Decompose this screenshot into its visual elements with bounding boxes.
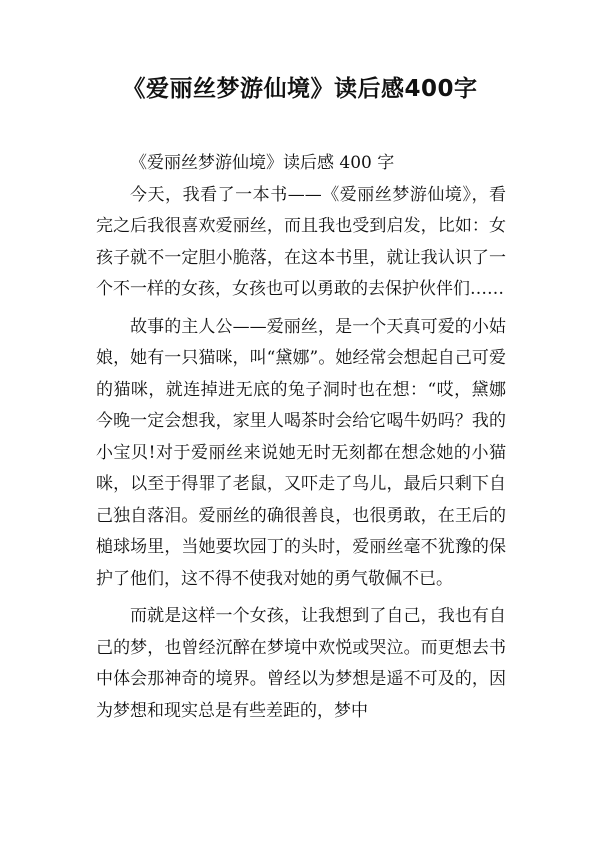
paragraph-1: 今天，我看了一本书——《爱丽丝梦游仙境》，看完之后我很喜欢爱丽丝，而且我也受到启发，比如：女孩子就不一定胆小脆落，在这本书里，就让我认识了一个不一样的女孩，女孩也可以勇敢的去保护伙伴们…… [96,184,506,299]
document-body [96,148,506,727]
document-title: 《爱丽丝梦游仙境》读后感400字 [122,76,478,102]
paragraph-3: 而就是这样一个女孩，让我想到了自己，我也有自己的梦，也曾经沉醉在梦境中欢悦或哭泣。而更想去书中体会那神奇的境界。曾经以为梦想是遥不可及的，因为梦想和现实总是有些差距的，梦中 [96,606,506,721]
paragraph-2: 故事的主人公——爱丽丝，是一个天真可爱的小姑娘，她有一只猫咪，叫“黛娜”。她经常会想起自己可爱的猫咪，就连掉进无底的兔子洞时也在想：“哎，黛娜今晚一定会想我，家里人喝茶时会给它喝牛奶吗？我的小宝贝!对于爱丽丝来说她无时无刻都在想念她的小猫咪，以至于得罪了老鼠，又吓走了鸟儿，最后只剩下自己独自落泪。爱丽丝的确很善良，也很勇敢，在王后的槌球场里，当她要坎园丁的头时，爱丽丝毫不犹豫的保护了他们，这不得不使我对她的勇气敬佩不已。 [96,316,506,589]
document-subtitle: 《爱丽丝梦游仙境》读后感 400 字 [130,153,395,173]
